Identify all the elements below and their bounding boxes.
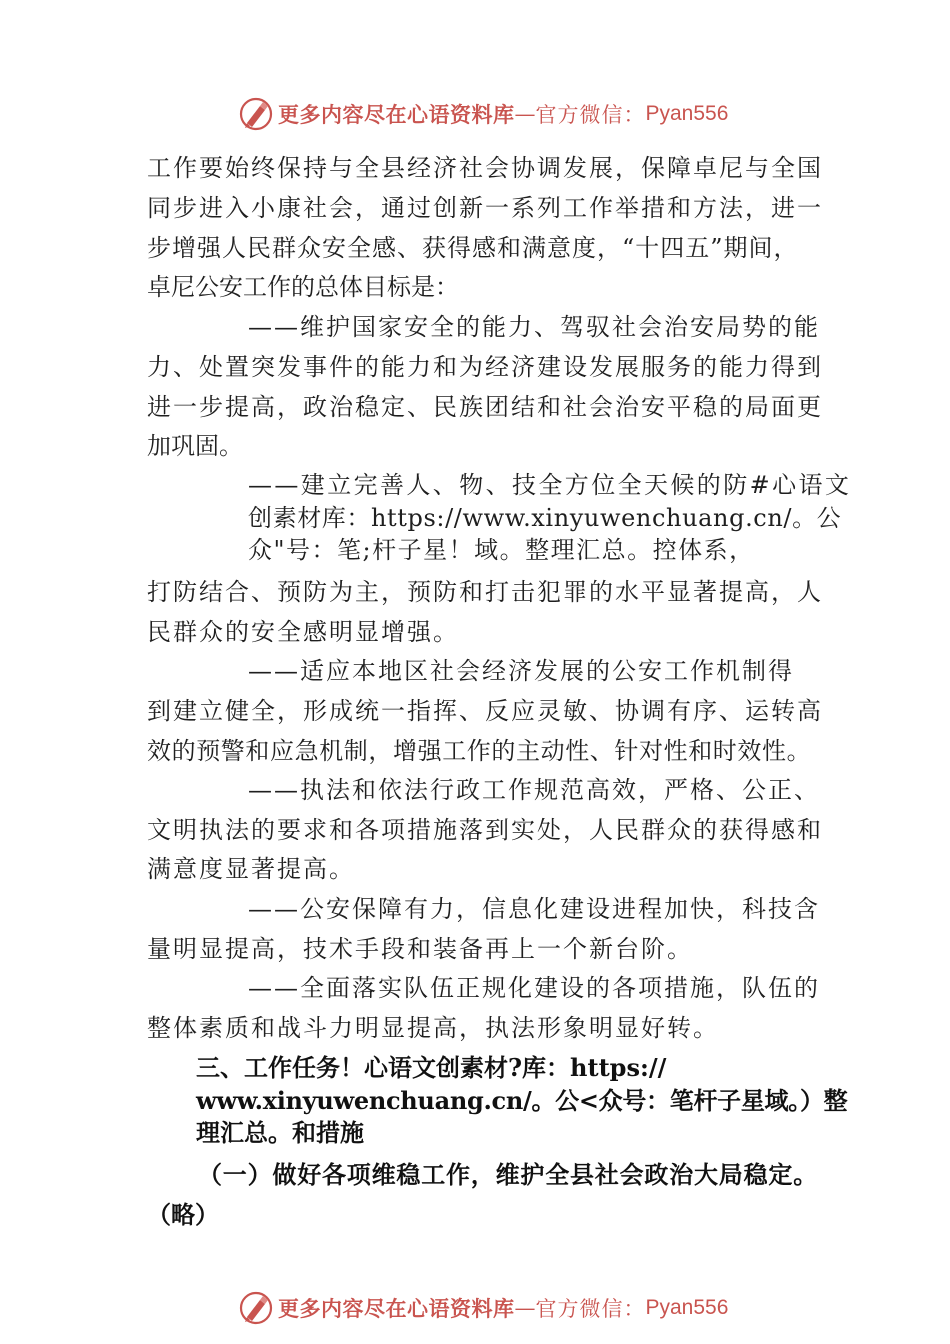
body-line: 民群众的安全感明显增强。 (147, 618, 459, 646)
body-line: ——全面落实队伍正规化建设的各项措施，队伍的 (248, 974, 820, 1002)
body-line: 整体素质和战斗力明显提高，执法形象明显好转。 (147, 1014, 719, 1042)
body-line: 创素材库：https://www.xinyuwenchuang.cn/。公 (248, 504, 842, 532)
section-heading-line: www.xinyuwenchuang.cn/。公<众号：笔杆子星域。）整 (196, 1086, 848, 1115)
body-line: ——建立完善人、物、技全方位全天候的防#心语文 (248, 471, 852, 499)
watermark-id: Pyan556 (645, 1296, 729, 1319)
body-line: ——适应本地区社会经济发展的公安工作机制得 (248, 657, 794, 685)
watermark-sub-text: 官方微信： (535, 103, 646, 127)
body-line: ——执法和依法行政工作规范高效，严格、公正、 (248, 776, 820, 804)
watermark-banner-top (238, 96, 728, 132)
watermark-separator: — (514, 1296, 536, 1320)
section-heading-line: 三、工作任务！心语文创素材?库：https:// (196, 1053, 667, 1082)
body-line: ——公安保障有力，信息化建设进程加快，科技含 (248, 895, 820, 923)
body-line: 众"号：笔;杆子星！域。整理汇总。控体系， (248, 536, 755, 564)
watermark-separator: — (514, 102, 536, 126)
pen-logo-icon (238, 96, 274, 132)
watermark-main-text: 更多内容尽在心语资料库 (278, 1296, 515, 1321)
body-line: 加巩固。 (147, 432, 243, 460)
subsection-note: （略） (147, 1200, 219, 1229)
body-line: 同步进入小康社会，通过创新一系列工作举措和方法，进一 (147, 194, 823, 222)
body-line: 效的预警和应急机制，增强工作的主动性、针对性和时效性。 (147, 737, 812, 765)
subsection-heading: （一）做好各项维稳工作，维护全县社会政治大局稳定。 (198, 1160, 818, 1189)
body-line: 满意度显著提高。 (147, 855, 355, 883)
body-line: ——维护国家安全的能力、驾驭社会治安局势的能 (248, 313, 820, 341)
watermark-sub-text: 官方微信： (535, 1297, 646, 1321)
body-line: 工作要始终保持与全县经济社会协调发展，保障卓尼与全国 (147, 154, 823, 182)
body-line: 文明执法的要求和各项措施落到实处，人民群众的获得感和 (147, 816, 823, 844)
body-line: 到建立健全，形成统一指挥、反应灵敏、协调有序、运转高 (147, 697, 823, 725)
body-line: 卓尼公安工作的总体目标是： (147, 273, 459, 301)
watermark-id: Pyan556 (645, 102, 729, 125)
watermark-banner-bottom (238, 1290, 728, 1326)
body-line: 步增强人民群众安全感、获得感和满意度，“十四五”期间， (147, 234, 799, 262)
body-line: 力、处置突发事件的能力和为经济建设发展服务的能力得到 (147, 353, 823, 381)
section-heading-line: 理汇总。和措施 (196, 1118, 364, 1147)
body-line: 量明显提高，技术手段和装备再上一个新台阶。 (147, 935, 693, 963)
body-line: 进一步提高，政治稳定、民族团结和社会治安平稳的局面更 (147, 393, 823, 421)
watermark-main-text: 更多内容尽在心语资料库 (278, 102, 515, 127)
body-line: 打防结合、预防为主，预防和打击犯罪的水平显著提高，人 (147, 578, 823, 606)
pen-logo-icon (238, 1290, 274, 1326)
